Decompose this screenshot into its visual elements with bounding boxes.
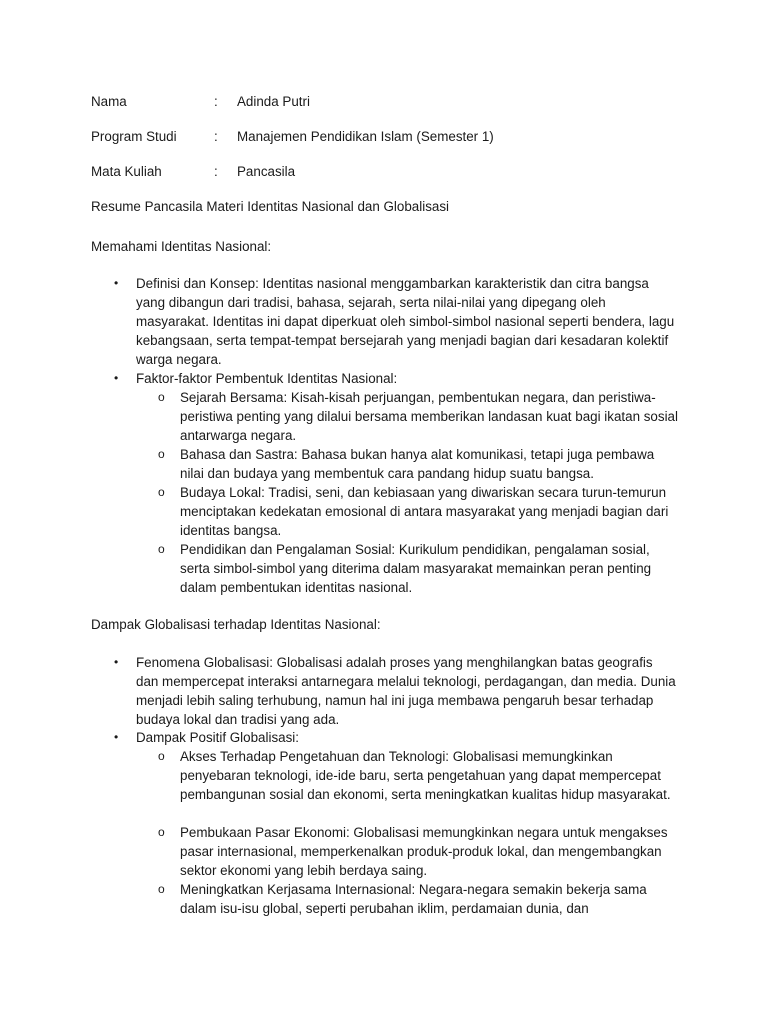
sub-bullet-marker: o [158, 447, 165, 461]
knowledge-technology-text: Akses Terhadap Pengetahuan dan Teknologi: Globalisasi memungkinkan penyebaran teknologi, ide-ide baru, serta pengetahuan yang dapat mempercepat pembangunan sosial dan ekonomi, serta meningkatkan kualitas hidup masyarakat. [180, 749, 671, 802]
bullet-marker: • [114, 276, 119, 290]
bullet-marker: • [114, 371, 119, 385]
sub-bullet-marker: o [158, 882, 165, 896]
section1-heading: Memahami Identitas Nasional: [91, 239, 272, 254]
positive-impact-bullet-text: Dampak Positif Globalisasi: [136, 730, 299, 745]
bullet-marker: • [114, 655, 119, 669]
course-value: Pancasila [237, 164, 296, 179]
shared-history-text: Sejarah Bersama: Kisah-kisah perjuangan, pembentukan negara, dan peristiwa-peristiwa penting yang dilalui bersama memberikan landasan kuat bagi ikatan sosial antarwarga negara. [180, 390, 678, 443]
name-value: Adinda Putri [237, 94, 310, 109]
section2-heading: Dampak Globalisasi terhadap Identitas Nasional: [91, 617, 381, 632]
program-value: Manajemen Pendidikan Islam (Semester 1) [237, 129, 494, 144]
sub-bullet-marker: o [158, 485, 165, 499]
sub-bullet-marker: o [158, 542, 165, 556]
sub-bullet-marker: o [158, 390, 165, 404]
bullet-marker: • [114, 730, 119, 744]
education-experience-text: Pendidikan dan Pengalaman Sosial: Kurikulum pendidikan, pengalaman sosial, serta simbol-simbol yang diterima dalam masyarakat memainkan peran penting dalam pembentukan identitas nasional. [180, 542, 652, 595]
course-colon: : [214, 164, 218, 179]
globalization-phenomenon-text: Fenomena Globalisasi: Globalisasi adalah proses yang menghilangkan batas geografis dan mempercepat interaksi antarnegara melalui teknologi, perdagangan, dan media. Dunia menjadi lebih saling terhubung, namun hal ini juga membawa pengaruh besar terhadap budaya lokal dan tradisi yang ada. [136, 655, 676, 727]
economic-market-text: Pembukaan Pasar Ekonomi: Globalisasi memungkinkan negara untuk mengakses pasar internasional, memperkenalkan produk-produk lokal, dan mengembangkan sektor ekonomi yang lebih berdaya saing. [180, 825, 668, 878]
sub-bullet-marker: o [158, 825, 165, 839]
factors-bullet-text: Faktor-faktor Pembentuk Identitas Nasional: [136, 371, 398, 386]
definition-bullet-text: Definisi dan Konsep: Identitas nasional menggambarkan karakteristik dan citra bangsa yang dibangun dari tradisi, bahasa, sejarah, serta nilai-nilai yang dipegang oleh masyarakat. Identitas ini dapat diperkuat oleh simbol-simbol nasional seperti bendera, lagu kebangsaan, serta tempat-tempat bersejarah yang menjadi bagian dari kesadaran kolektif warga negara. [136, 276, 675, 367]
name-label: Nama [91, 94, 127, 109]
program-label: Program Studi [91, 129, 177, 144]
name-colon: : [214, 94, 218, 109]
language-literature-text: Bahasa dan Sastra: Bahasa bukan hanya alat komunikasi, tetapi juga pembawa nilai dan budaya yang membentuk cara pandang hidup suatu bangsa. [180, 447, 655, 481]
document-title: Resume Pancasila Materi Identitas Nasional dan Globalisasi [91, 199, 450, 214]
local-culture-text: Budaya Lokal: Tradisi, seni, dan kebiasaan yang diwariskan secara turun-temurun menciptakan kedekatan emosional di antara masyarakat yang menjadi bagian dari identitas bangsa. [180, 485, 669, 538]
program-colon: : [214, 129, 218, 144]
course-label: Mata Kuliah [91, 164, 162, 179]
sub-bullet-marker: o [158, 749, 165, 763]
international-cooperation-text: Meningkatkan Kerjasama Internasional: Negara-negara semakin bekerja sama dalam isu-isu global, seperti perubahan iklim, perdamaian dunia, dan [180, 882, 647, 916]
